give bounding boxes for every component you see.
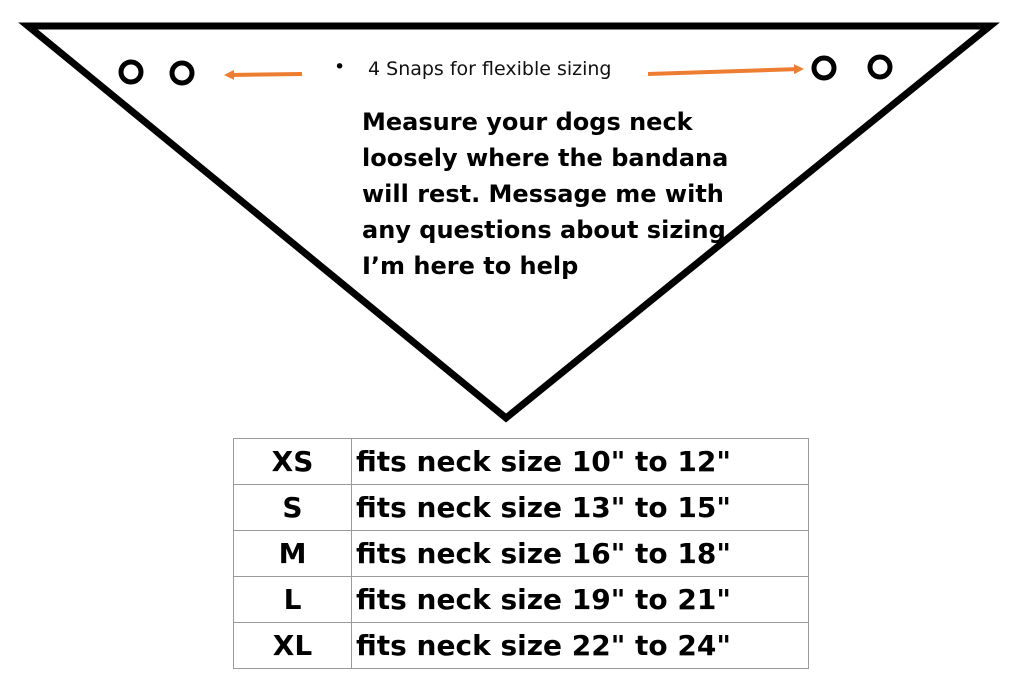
size-cell: L [234,577,352,623]
left-arrow-icon [228,74,302,75]
size-cell: M [234,531,352,577]
size-cell: XS [234,439,352,485]
fit-cell: fits neck size 13" to 15" [352,485,809,531]
fit-cell: fits neck size 19" to 21" [352,577,809,623]
fit-cell: fits neck size 22" to 24" [352,623,809,669]
size-table [233,438,809,669]
size-cell: XL [234,623,352,669]
size-cell: S [234,485,352,531]
bullet: • [334,56,346,78]
sizing-instructions: Measure your dogs neck loosely where the bandana will rest. Message me with any questions about sizing, I’m here to help [362,108,735,280]
table-row [234,623,809,669]
table-row [234,531,809,577]
fit-cell: fits neck size 16" to 18" [352,531,809,577]
snaps-label: 4 Snaps for flexible sizing [368,58,612,80]
table-row [234,485,809,531]
fit-cell: fits neck size 10" to 12" [352,439,809,485]
table-row [234,439,809,485]
table-row [234,577,809,623]
